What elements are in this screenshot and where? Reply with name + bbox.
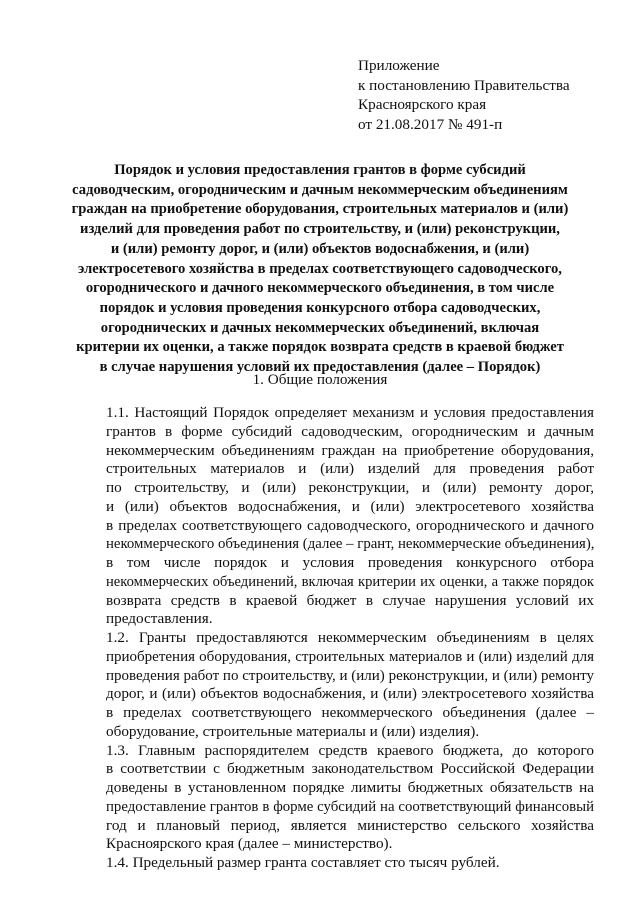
paragraph-line: проведения работ по строительству, и (или) реконструкции, и (или) ремонту	[106, 667, 594, 684]
title-line: огороднических и дачных некоммерческих объединений, включая	[100, 319, 540, 336]
paragraph-line: в соответствии с бюджетным законодательством Российской Федерации	[106, 760, 594, 778]
title-line: порядок и условия проведения конкурсного отбора садоводческих,	[99, 299, 541, 316]
paragraph-line: 1.2. Гранты предоставляются некоммерческим объединениям в целях	[106, 629, 594, 646]
section-heading: 1. Общие положения	[252, 371, 388, 388]
appendix-header	[358, 56, 570, 134]
paragraph-line: грантов в форме субсидий садоводческим, огородническим и дачным	[106, 422, 594, 440]
title-line: критерии их оценки, а также порядок возврата средств в краевой бюджет	[76, 339, 564, 356]
title-line: изделий для проведения работ по строительству, и (или) реконструкции,	[80, 221, 560, 238]
paragraph-line: строительных материалов и (или) изделий для проведения работ	[106, 460, 594, 478]
paragraph-line: доведены в установленном порядке лимиты бюджетных обязательств на	[106, 779, 594, 796]
paragraph-1-3	[68, 742, 594, 855]
paragraph-line: предоставления.	[106, 610, 213, 628]
paragraph-1-2	[68, 629, 594, 742]
document-title	[50, 161, 590, 378]
appendix-line: от 21.08.2017 № 491-п	[358, 115, 503, 133]
paragraph-line: возврата средств в краевой бюджет в случае нарушения условий их	[106, 591, 594, 609]
paragraph-line: в пределах соответствующего некоммерческого объединения (далее –	[106, 704, 594, 721]
paragraph-line: в том числе порядок и условия проведения конкурсного отбора	[106, 554, 594, 571]
paragraph-line: некоммерческих объединений, включая критерии их оценки, а также порядок	[106, 573, 594, 590]
appendix-line: Красноярского края	[358, 96, 487, 114]
title-line: электросетевого хозяйства в пределах соответствующего садоводческого,	[78, 260, 562, 277]
title-line: Порядок и условия предоставления грантов в форме субсидий	[114, 162, 526, 178]
paragraph-line: и (или) объектов водоснабжения, и (или) электросетевого хозяйства	[106, 497, 594, 515]
appendix-line: Приложение	[358, 57, 440, 74]
paragraph-1-4	[68, 854, 594, 873]
paragraph-1-1	[68, 404, 594, 629]
paragraph-line: Красноярского края (далее – министерство).	[106, 835, 393, 853]
title-line: граждан на приобретение оборудования, строительных материалов и (или)	[71, 201, 569, 218]
title-line: и (или) ремонту дорог, и (или) объектов водоснабжения, и (или)	[110, 240, 530, 257]
paragraph-line: 1.1. Настоящий Порядок определяет механизм и условия предоставления	[106, 404, 594, 421]
paragraph-line: 1.3. Главным распорядителем средств краевого бюджета, до которого	[106, 741, 594, 759]
title-line: садоводческим, огородническим и дачным некоммерческим объединениям	[72, 181, 568, 198]
paragraph-line: предоставление грантов в форме субсидий на соответствующий финансовый	[106, 798, 594, 815]
paragraph-line: некоммерческим объединениям граждан на приобретение оборудования,	[106, 441, 594, 459]
paragraph-line: по строительству, и (или) реконструкции, и (или) ремонту дорог,	[106, 479, 594, 496]
paragraph-line: год и плановый период, является министерство сельского хозяйства	[106, 816, 594, 834]
paragraph-line: оборудование, строительные материалы и (или) изделия).	[106, 722, 480, 740]
appendix-line: к постановлению Правительства	[358, 76, 570, 94]
paragraph-line: в пределах соответствующего садоводческого, огороднического и дачного	[106, 516, 594, 534]
title-line: в случае нарушения условий их предоставления (далее – Порядок)	[99, 359, 541, 376]
title-line: огороднического и дачного некоммерческого объединения, в том числе	[85, 280, 555, 297]
paragraph-line: 1.4. Предельный размер гранта составляет сто тысяч рублей.	[106, 854, 500, 871]
paragraph-line: дорог, и (или) объектов водоснабжения, и (или) электросетевого хозяйства	[106, 685, 594, 703]
document-body	[68, 404, 594, 873]
paragraph-line: приобретения оборудования, строительных материалов и (или) изделий для	[106, 648, 594, 665]
paragraph-line: некоммерческого объединения (далее – грант, некоммерческие объединения),	[106, 536, 595, 553]
